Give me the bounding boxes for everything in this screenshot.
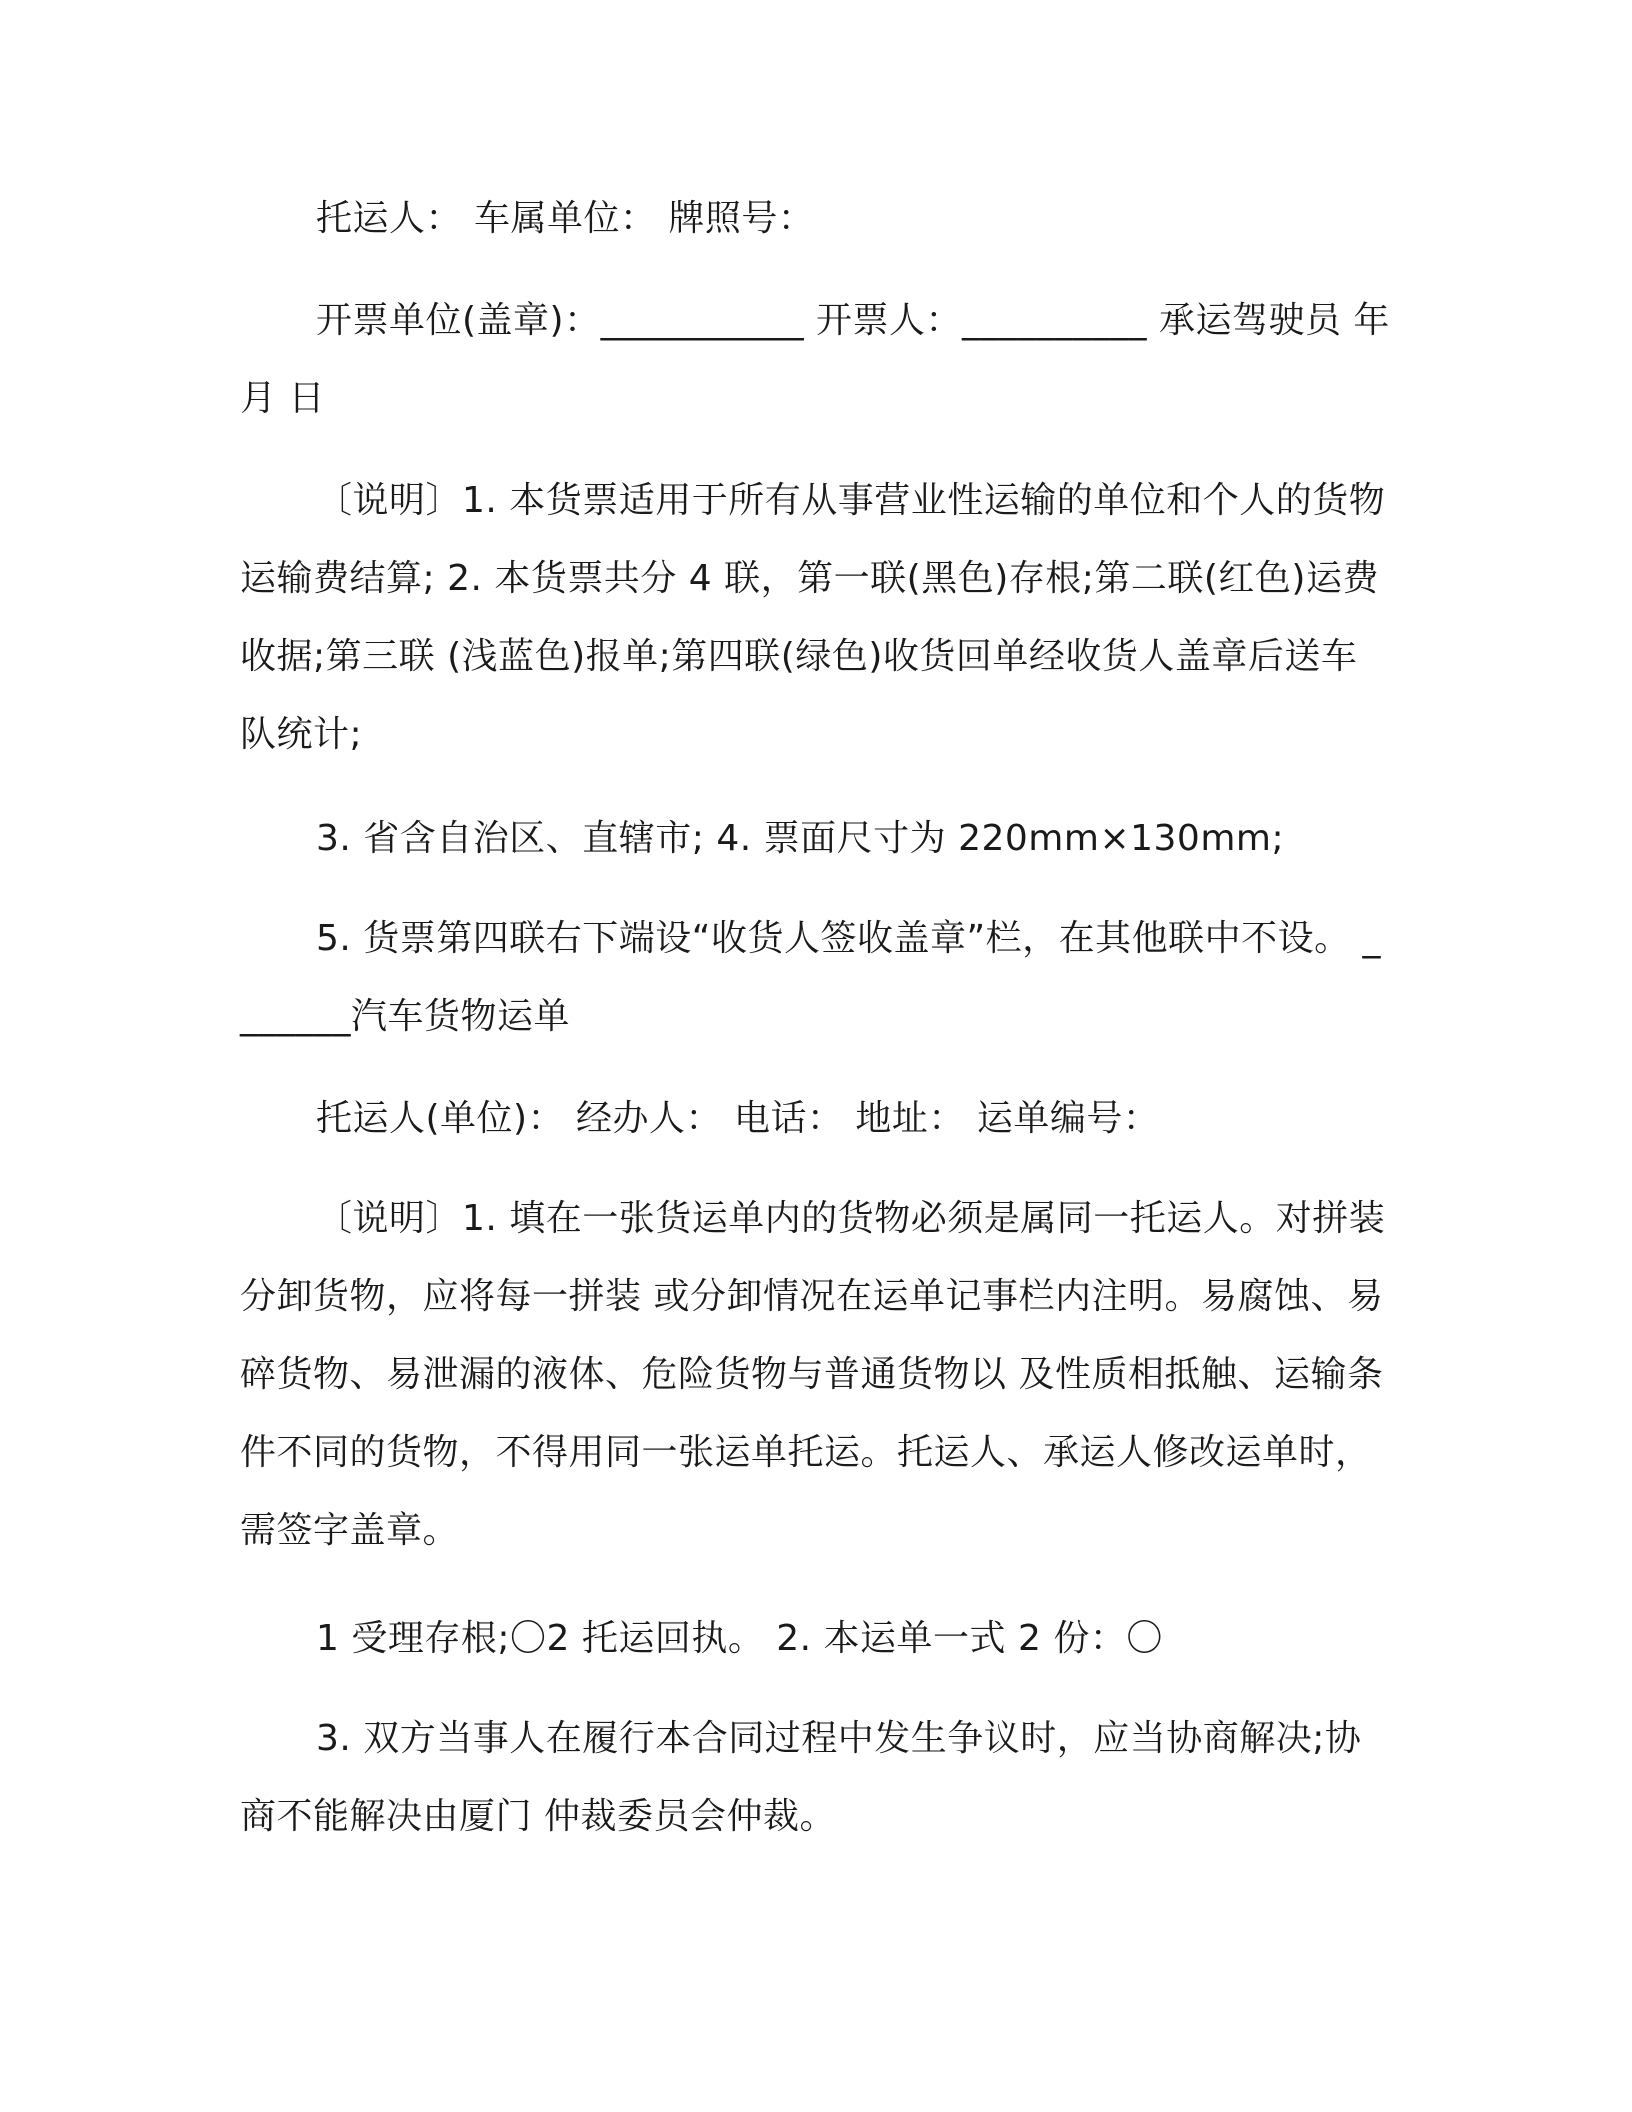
paragraph-waybill-notes: 〔说明〕1. 填在一张货运单内的货物必须是属同一托运人。对拼装分卸货物，应将每一拼装 或分卸情况在运单记事栏内注明。易腐蚀、易碎货物、易泄漏的液体、危险货物与普通货物以 及性质相抵触、运输条件不同的货物，不得用同一张运单托运。托运人、承运人修改运单时， 需签字盖章。 bbox=[240, 1198, 1386, 1551]
paragraph-waybill-copies: 1 受理存根;〇2 托运回执。 2. 本运单一式 2 份：〇 bbox=[316, 1618, 1163, 1659]
paragraph-waybill-fields: 托运人(单位)： 经办人： 电话： 地址： 运单编号： bbox=[316, 1098, 1160, 1139]
paragraph-invoice-issuer: 开票单位(盖章)：___________ 开票人：__________ 承运驾驶员 年 月 日 bbox=[240, 300, 1390, 419]
paragraph-invoice-notes: 〔说明〕1. 本货票适用于所有从事营业性运输的单位和个人的货物运输费结算; 2. 本货票共分 4 联，第一联(黑色)存根;第二联(红色)运费收据;第三联 (浅蓝色)报单;第四联(绿色)收货回单经收货人盖章后送车队统计; bbox=[240, 480, 1386, 755]
paragraph-shipper-info: 托运人： 车属单位： 牌照号： bbox=[316, 198, 815, 239]
paragraph-dispute-resolution: 3. 双方当事人在履行本合同过程中发生争议时，应当协商解决;协商不能解决由厦门 仲裁委员会仲裁。 bbox=[240, 1718, 1362, 1837]
paragraph-fourth-copy-and-waybill-title: 5. 货票第四联右下端设“收货人签收盖章”栏，在其他联中不设。 _______汽车货物运单 bbox=[240, 918, 1382, 1037]
paragraph-region-and-size: 3. 省含自治区、直辖市; 4. 票面尺寸为 220mm×130mm; bbox=[316, 818, 1285, 859]
